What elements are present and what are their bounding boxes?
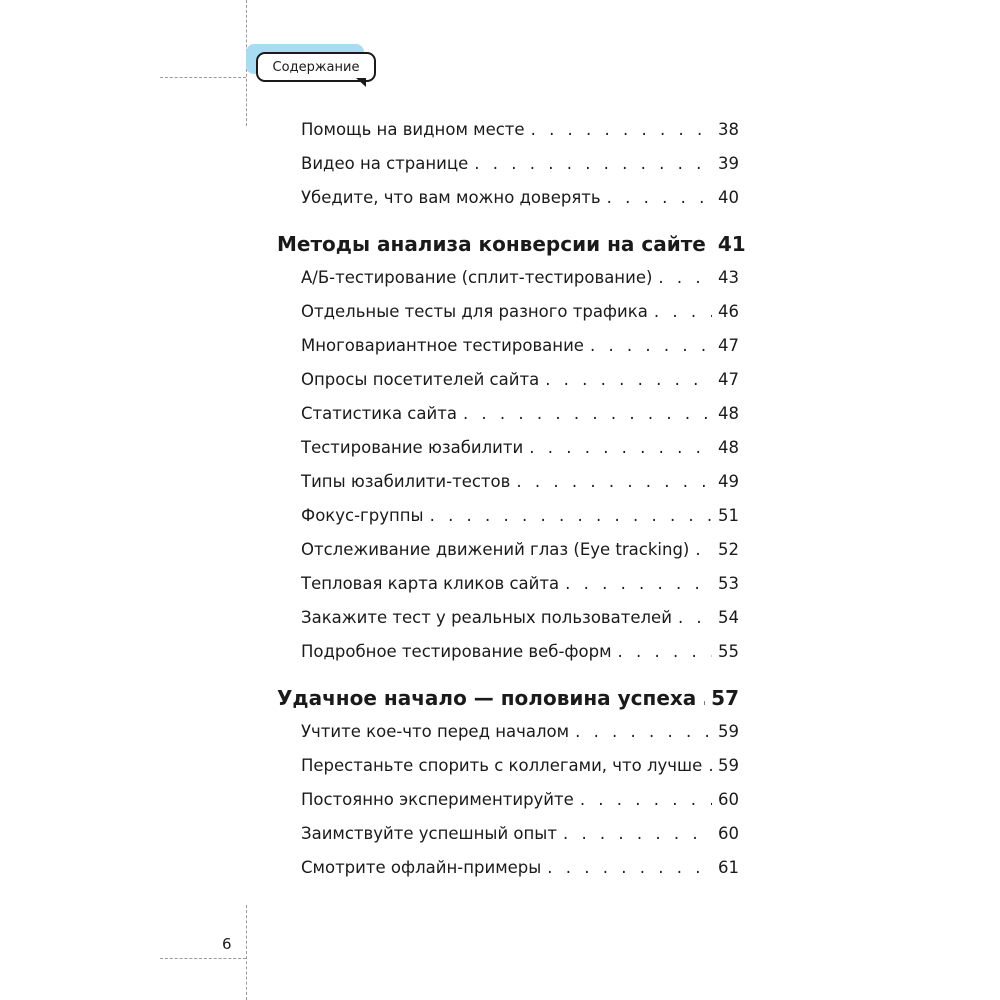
toc-leader-dots bbox=[702, 686, 705, 710]
toc-entry-title: Тестирование юзабилити bbox=[301, 438, 524, 457]
toc-leader-dots bbox=[529, 438, 712, 457]
toc-entry[interactable] bbox=[301, 370, 739, 389]
toc-leader-dots bbox=[474, 154, 712, 173]
toc-entry-page: 43 bbox=[718, 268, 739, 287]
toc-entry-page: 59 bbox=[718, 722, 739, 741]
toc-entry-title: Учтите кое-что перед началом bbox=[301, 722, 570, 741]
toc-entry-page: 57 bbox=[711, 686, 739, 710]
toc-entry-page: 39 bbox=[718, 154, 739, 173]
toc-entry-title: Перестаньте спорить с коллегами, что лучше bbox=[301, 756, 703, 775]
toc-entry-title: Заимствуйте успешный опыт bbox=[301, 824, 557, 843]
toc-entry[interactable] bbox=[301, 574, 739, 593]
crop-mark-vertical-bottom bbox=[246, 905, 247, 1000]
toc-leader-dots bbox=[430, 506, 712, 525]
toc-leader-dots bbox=[565, 574, 712, 593]
toc-leader-dots bbox=[575, 722, 712, 741]
toc-entry-title: Опросы посетителей сайта bbox=[301, 370, 540, 389]
toc-entry-page: 47 bbox=[718, 370, 739, 389]
toc-entry-title: Закажите тест у реальных пользователей bbox=[301, 608, 672, 627]
crop-mark-horizontal-top bbox=[160, 77, 246, 78]
toc-entry[interactable] bbox=[301, 756, 739, 775]
toc-entry[interactable] bbox=[301, 790, 739, 809]
toc-entry-title: Отслеживание движений глаз (Eye tracking) bbox=[301, 540, 690, 559]
toc-entry[interactable] bbox=[301, 722, 739, 741]
toc-entry-page: 48 bbox=[718, 438, 739, 457]
toc-entry-page: 52 bbox=[718, 540, 739, 559]
toc-entry-page: 53 bbox=[718, 574, 739, 593]
toc-entry[interactable] bbox=[301, 404, 739, 423]
toc-entry-title: Статистика сайта bbox=[301, 404, 457, 423]
toc-entry-page: 48 bbox=[718, 404, 739, 423]
toc-entry-title: Многовариантное тестирование bbox=[301, 336, 584, 355]
toc-entry-title: Удачное начало — половина успеха bbox=[277, 686, 697, 710]
toc-entry[interactable] bbox=[301, 438, 739, 457]
toc-leader-dots bbox=[607, 188, 712, 207]
toc-entry[interactable] bbox=[301, 858, 739, 877]
toc-entry-title: Типы юзабилити-тестов bbox=[301, 472, 511, 491]
toc-leader-dots bbox=[654, 302, 712, 321]
toc-leader-dots bbox=[463, 404, 712, 423]
toc-entry-page: 49 bbox=[718, 472, 739, 491]
toc-leader-dots bbox=[590, 336, 712, 355]
section-tab bbox=[246, 44, 368, 78]
toc-entry-page: 59 bbox=[718, 756, 739, 775]
toc-entry-title: Отдельные тесты для разного трафика bbox=[301, 302, 648, 321]
toc-leader-dots bbox=[531, 120, 712, 139]
toc-leader-dots bbox=[708, 756, 712, 775]
toc-leader-dots bbox=[695, 540, 712, 559]
toc-chapter-entry[interactable] bbox=[277, 686, 739, 710]
toc-leader-dots bbox=[618, 642, 712, 661]
toc-entry-title: Видео на странице bbox=[301, 154, 469, 173]
toc-entry-title: Подробное тестирование веб-форм bbox=[301, 642, 612, 661]
toc-entry[interactable] bbox=[301, 472, 739, 491]
toc-leader-dots bbox=[516, 472, 712, 491]
toc-entry-page: 61 bbox=[718, 858, 739, 877]
toc-entry[interactable] bbox=[301, 506, 739, 525]
toc-entry-title: Фокус-группы bbox=[301, 506, 424, 525]
toc-leader-dots bbox=[658, 268, 712, 287]
toc-entry[interactable] bbox=[301, 120, 739, 139]
toc-entry-title: Смотрите офлайн-примеры bbox=[301, 858, 542, 877]
toc-entry-title: Убедите, что вам можно доверять bbox=[301, 188, 601, 207]
page-number: 6 bbox=[222, 935, 232, 953]
toc-leader-dots bbox=[678, 608, 712, 627]
toc-leader-dots bbox=[563, 824, 712, 843]
toc-entry-title: А/Б-тестирование (сплит-тестирование) bbox=[301, 268, 653, 287]
speech-bubble-tail-icon bbox=[356, 78, 366, 87]
toc-entry-title: Помощь на видном месте bbox=[301, 120, 525, 139]
toc-entry-page: 40 bbox=[718, 188, 739, 207]
toc-entry-title: Постоянно экспериментируйте bbox=[301, 790, 574, 809]
toc-entry[interactable] bbox=[301, 824, 739, 843]
crop-mark-horizontal-bottom bbox=[160, 958, 246, 959]
toc-entry[interactable] bbox=[301, 336, 739, 355]
toc-entry-page: 38 bbox=[718, 120, 739, 139]
toc-entry-page: 60 bbox=[718, 824, 739, 843]
toc-entry-title: Методы анализа конверсии на сайте bbox=[277, 232, 706, 256]
toc-entry[interactable] bbox=[301, 268, 739, 287]
toc-entry-page: 46 bbox=[718, 302, 739, 321]
toc-entry-page: 60 bbox=[718, 790, 739, 809]
toc-entry[interactable] bbox=[301, 540, 739, 559]
toc-entry-page: 41 bbox=[717, 232, 746, 256]
toc-leader-dots bbox=[547, 858, 712, 877]
toc-entry-page: 47 bbox=[718, 336, 739, 355]
toc-entry[interactable] bbox=[301, 302, 739, 321]
section-tab-label: Содержание bbox=[256, 52, 376, 82]
toc-entry[interactable] bbox=[301, 608, 739, 627]
toc-entry-title: Тепловая карта кликов сайта bbox=[301, 574, 560, 593]
toc-entry-page: 54 bbox=[718, 608, 739, 627]
toc-leader-dots bbox=[545, 370, 712, 389]
toc-leader-dots bbox=[580, 790, 712, 809]
toc-entry-page: 55 bbox=[718, 642, 739, 661]
toc-chapter-entry[interactable] bbox=[277, 232, 746, 256]
toc-entry[interactable] bbox=[301, 154, 739, 173]
toc-entry[interactable] bbox=[301, 188, 739, 207]
toc-entry-page: 51 bbox=[718, 506, 739, 525]
toc-entry[interactable] bbox=[301, 642, 739, 661]
